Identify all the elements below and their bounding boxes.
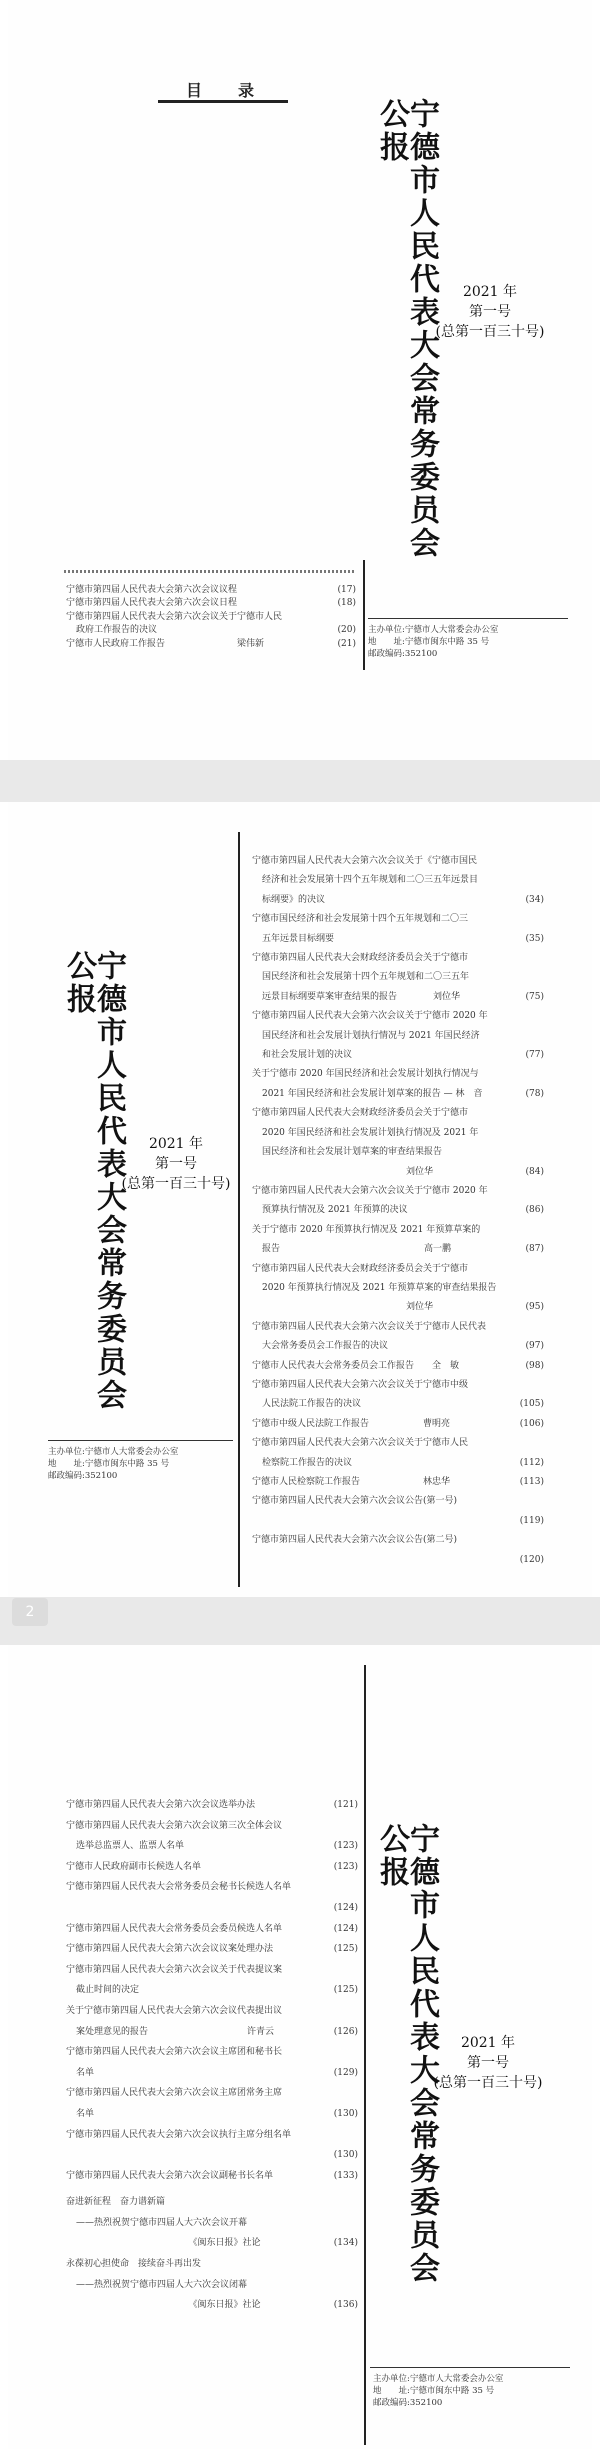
toc-item[interactable]: 永葆初心担使命 接续奋斗再出发 bbox=[66, 2259, 202, 2270]
toc-item[interactable]: (129) 名单 bbox=[66, 2063, 358, 2084]
page-2 bbox=[8, 802, 592, 1597]
toc-item[interactable]: (125) 宁德市第四届人民代表大会第六次会议议案处理办法 bbox=[66, 1939, 358, 1960]
postcode: 邮政编码:352100 bbox=[373, 2398, 443, 2408]
toc-item[interactable]: 宁德市第四届人民代表大会财政经济委员会关于宁德市 bbox=[252, 953, 469, 964]
footer-rule bbox=[368, 618, 568, 619]
toc-list-page2 bbox=[252, 852, 544, 1570]
toc-item[interactable]: 国民经济和社会发展第十四个五年规划和二〇三五年 bbox=[262, 972, 470, 983]
toc-item[interactable]: (18) 宁德市第四届人民代表大会第六次会议日程 bbox=[66, 597, 356, 610]
toc-item[interactable]: 宁德市第四届人民代表大会第六次会议关于宁德市 2020 年 bbox=[252, 1011, 488, 1022]
toc-item[interactable]: 关于宁德市第四届人民代表大会第六次会议代表提出议 bbox=[66, 2005, 283, 2016]
toc-item[interactable]: (130) 名单 bbox=[66, 2104, 358, 2125]
toc-item[interactable]: 关于宁德市 2020 年预算执行情况及 2021 年预算草案的 bbox=[252, 1224, 481, 1235]
toc-item[interactable]: 宁德市第四届人民代表大会第六次会议关于《宁德市国民 bbox=[252, 856, 478, 866]
toc-item[interactable]: 宁德市第四届人民代表大会第六次会议关于宁德市人民 bbox=[252, 1438, 469, 1449]
toc-item[interactable]: 宁德市第四届人民代表大会第六次会议关于宁德市人民 bbox=[66, 611, 283, 622]
publisher: 主办单位:宁德市人大常委会办公室 bbox=[368, 625, 499, 635]
toc-item[interactable]: 2020 年国民经济和社会发展计划执行情况及 2021 年 bbox=[262, 1127, 479, 1138]
toc-item[interactable]: (106) 宁德市中级人民法院工作报告 曹明亮 bbox=[252, 1415, 544, 1434]
toc-item[interactable]: 宁德市第四届人民代表大会第六次会议公告(第一号) bbox=[252, 1496, 458, 1507]
toc-item[interactable]: (124) 宁德市第四届人民代表大会常务委员会委员候选人名单 bbox=[66, 1919, 358, 1940]
toc-item[interactable]: 经济和社会发展第十四个五年规划和二〇三五年远景目 bbox=[262, 875, 479, 886]
footer-rule bbox=[370, 2367, 570, 2368]
toc-item[interactable]: 国民经济和社会发展计划草案的审查结果报告 bbox=[262, 1147, 443, 1158]
toc-item[interactable]: (133) 宁德市第四届人民代表大会第六次会议副秘书长名单 bbox=[66, 2166, 358, 2187]
toc-item[interactable]: (123) 选举总监票人、监票人名单 bbox=[66, 1836, 358, 1857]
page-1 bbox=[8, 0, 592, 760]
toc-item[interactable]: (87) 报告 高一鹏 bbox=[252, 1240, 544, 1259]
toc-item[interactable]: (120) bbox=[252, 1551, 544, 1570]
address: 地 址:宁德市闽东中路 35 号 bbox=[48, 1459, 170, 1469]
toc-item[interactable]: 宁德市第四届人民代表大会第六次会议关于宁德市 2020 年 bbox=[252, 1185, 488, 1196]
issue-number: 第一号 bbox=[155, 1156, 197, 1172]
toc-item[interactable]: 宁德市第四届人民代表大会第六次会议公告(第二号) bbox=[252, 1535, 458, 1546]
toc-item[interactable]: (95) 刘位华 bbox=[252, 1298, 544, 1317]
issue-year: 2021 年 bbox=[460, 2035, 516, 2051]
issue-info bbox=[116, 1134, 236, 1194]
toc-list-page3 bbox=[66, 1795, 358, 2316]
toc-item[interactable]: 宁德市第四届人民代表大会第六次会议关于宁德市人民代表 bbox=[252, 1321, 487, 1332]
toc-item[interactable]: (78) 2021 年国民经济和社会发展计划草案的报告 — 林 音 bbox=[252, 1085, 544, 1104]
toc-item[interactable]: (130) bbox=[66, 2145, 358, 2166]
toc-heading-rule bbox=[158, 100, 288, 103]
issue-year: 2021 年 bbox=[148, 1136, 204, 1152]
footer-rule bbox=[48, 1440, 233, 1441]
toc-item[interactable]: (119) bbox=[252, 1512, 544, 1531]
page-number-badge: 2 bbox=[12, 1598, 48, 1626]
address: 地 址:宁德市闽东中路 35 号 bbox=[373, 2386, 495, 2396]
toc-item[interactable]: 国民经济和社会发展计划执行情况与 2021 年国民经济 bbox=[262, 1030, 480, 1041]
toc-item[interactable]: (97) 大会常务委员会工作报告的决议 bbox=[252, 1337, 544, 1356]
issue-info bbox=[428, 2033, 548, 2093]
publisher: 主办单位:宁德市人大常委会办公室 bbox=[48, 1447, 179, 1457]
toc-item[interactable]: 宁德市第四届人民代表大会财政经济委员会关于宁德市 bbox=[252, 1108, 469, 1119]
toc-heading: 目 录 bbox=[186, 81, 265, 100]
toc-item[interactable]: (126) 案处理意见的报告 许青云 bbox=[66, 2022, 358, 2043]
issue-total: (总第一百三十号) bbox=[433, 2075, 543, 2091]
page-3 bbox=[8, 1645, 592, 2449]
issue-info bbox=[430, 282, 550, 342]
toc-item[interactable]: 宁德市第四届人民代表大会第六次会议关于宁德市中级 bbox=[252, 1379, 469, 1390]
toc-item[interactable]: 宁德市第四届人民代表大会第六次会议主席团和秘书长 bbox=[66, 2047, 283, 2058]
toc-item[interactable]: (75) 远景目标纲要草案审查结果的报告 刘位华 bbox=[252, 988, 544, 1007]
toc-item[interactable]: 宁德市第四届人民代表大会第六次会议第三次全体会议 bbox=[66, 1820, 283, 1831]
toc-item[interactable]: 宁德市第四届人民代表大会第六次会议执行主席分组名单 bbox=[66, 2129, 292, 2140]
issue-number: 第一号 bbox=[467, 2055, 509, 2071]
toc-item[interactable]: (123) 宁德市人民政府副市长候选人名单 bbox=[66, 1857, 358, 1878]
page-gap bbox=[0, 760, 600, 802]
toc-item[interactable]: 宁德市第四届人民代表大会常务委员会秘书长候选人名单 bbox=[66, 1882, 292, 1893]
toc-item[interactable]: (105) 人民法院工作报告的决议 bbox=[252, 1395, 544, 1414]
toc-item[interactable]: ——热烈祝贺宁德市四届人大六次会议开幕 bbox=[76, 2217, 248, 2228]
toc-list-page1 bbox=[66, 584, 356, 651]
toc-item[interactable]: 2020 年预算执行情况及 2021 年预算草案的审查结果报告 bbox=[262, 1282, 497, 1293]
publisher-info bbox=[373, 2373, 503, 2409]
divider-vertical bbox=[363, 560, 365, 670]
postcode: 邮政编码:352100 bbox=[368, 649, 438, 659]
toc-item[interactable]: (113) 宁德市人民检察院工作报告 林忠华 bbox=[252, 1473, 544, 1492]
publication-title: 宁德市人民代表大会常务委员会公报 bbox=[61, 950, 126, 1412]
toc-item[interactable]: 关于宁德市 2020 年国民经济和社会发展计划执行情况与 bbox=[252, 1069, 479, 1080]
toc-item[interactable]: (121) 宁德市第四届人民代表大会第六次会议选举办法 bbox=[66, 1795, 358, 1816]
toc-item[interactable]: (21) 宁德市人民政府工作报告 梁伟新 bbox=[66, 638, 356, 651]
publication-title: 宁德市人民代表大会常务委员会公报 bbox=[374, 98, 439, 560]
issue-number: 第一号 bbox=[469, 304, 511, 320]
toc-item[interactable]: (77) 和社会发展计划的决议 bbox=[252, 1046, 544, 1065]
toc-item[interactable]: (124) bbox=[66, 1898, 358, 1919]
address: 地 址:宁德市闽东中路 35 号 bbox=[368, 637, 490, 647]
postcode: 邮政编码:352100 bbox=[48, 1471, 118, 1481]
toc-item[interactable]: (35) 五年远景目标纲要 bbox=[252, 930, 544, 949]
issue-total: (总第一百三十号) bbox=[435, 324, 545, 340]
toc-item[interactable]: 宁德市第四届人民代表大会第六次会议关于代表提议案 bbox=[66, 1964, 283, 1975]
issue-year: 2021 年 bbox=[462, 284, 518, 300]
toc-item[interactable]: (20) 政府工作报告的决议 bbox=[66, 624, 356, 637]
divider-vertical bbox=[238, 832, 240, 1587]
toc-item[interactable]: (84) 刘位华 bbox=[252, 1163, 544, 1182]
toc-item[interactable]: (86) 预算执行情况及 2021 年预算的决议 bbox=[252, 1201, 544, 1220]
toc-item[interactable]: (17) 宁德市第四届人民代表大会第六次会议议程 bbox=[66, 584, 356, 597]
toc-item[interactable]: (134) 《闽东日报》社论 bbox=[66, 2233, 358, 2254]
toc-top-rule bbox=[64, 570, 354, 573]
toc-item[interactable]: (98) 宁德市人民代表大会常务委员会工作报告 全 敏 bbox=[252, 1357, 544, 1376]
toc-item[interactable]: 宁德市国民经济和社会发展第十四个五年规划和二〇三 bbox=[252, 914, 469, 925]
toc-item[interactable]: ——热烈祝贺宁德市四届人大六次会议闭幕 bbox=[76, 2279, 248, 2290]
toc-item[interactable]: (136) 《闽东日报》社论 bbox=[66, 2295, 358, 2316]
divider-vertical bbox=[364, 1665, 366, 2445]
publisher-info bbox=[368, 624, 498, 660]
publisher: 主办单位:宁德市人大常委会办公室 bbox=[373, 2374, 504, 2384]
toc-item[interactable]: 奋进新征程 奋力谱新篇 bbox=[66, 2197, 166, 2208]
toc-item[interactable]: (34) 标纲要》的决议 bbox=[252, 891, 544, 910]
toc-item[interactable]: (125) 截止时间的决定 bbox=[66, 1980, 358, 2001]
toc-item[interactable]: 宁德市第四届人民代表大会财政经济委员会关于宁德市 bbox=[252, 1263, 469, 1274]
issue-total: (总第一百三十号) bbox=[121, 1176, 231, 1192]
toc-item[interactable]: (112) 检察院工作报告的决议 bbox=[252, 1454, 544, 1473]
toc-item[interactable]: 宁德市第四届人民代表大会第六次会议主席团常务主席 bbox=[66, 2088, 283, 2099]
page-gap bbox=[0, 1597, 600, 1645]
publisher-info bbox=[48, 1446, 178, 1482]
publication-title: 宁德市人民代表大会常务委员会公报 bbox=[374, 1823, 439, 2285]
